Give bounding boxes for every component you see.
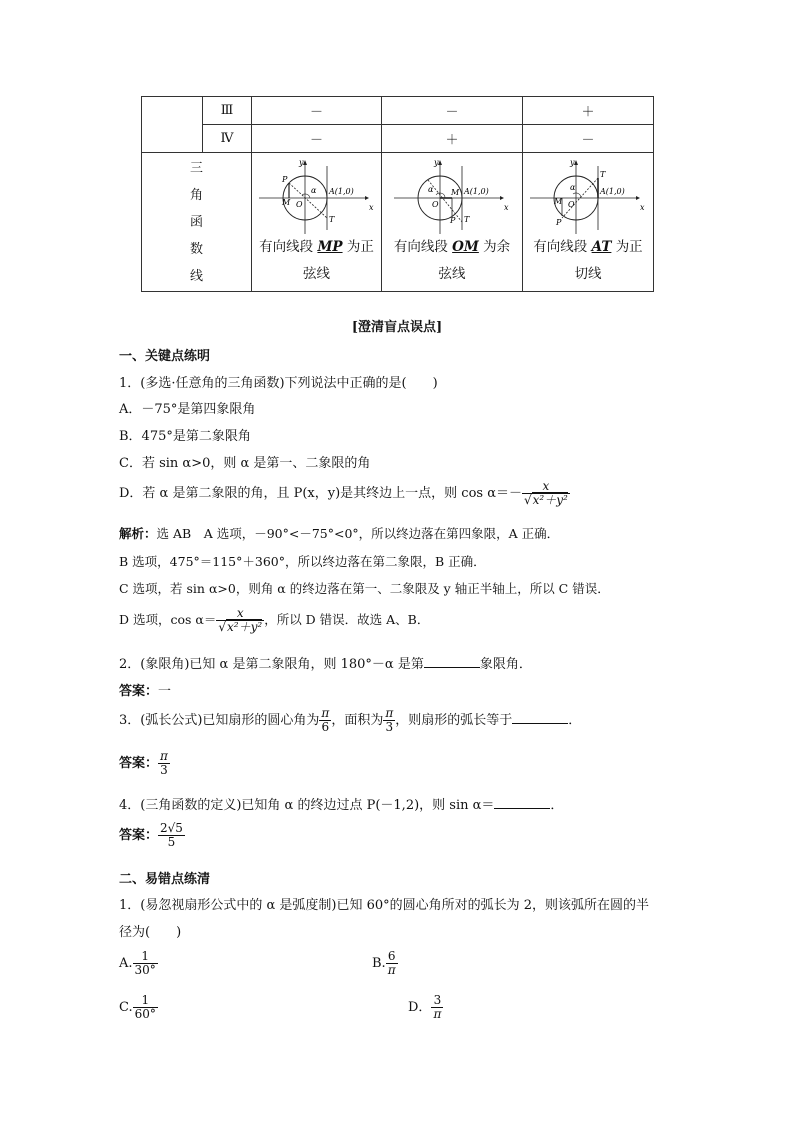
answer-blank (494, 796, 550, 809)
stem-text: ，面积为 (331, 713, 384, 728)
option-label: D． (408, 1000, 432, 1015)
stem-text: ． (568, 713, 582, 728)
solution-text: D 选项，cos α＝ (119, 612, 217, 627)
part1-title: 一、关键点练明 (119, 349, 211, 364)
fraction-denominator: 3 (160, 763, 168, 777)
answer-fraction (158, 750, 170, 777)
q1-d-fraction (522, 480, 570, 507)
q5-option-d (408, 994, 443, 1021)
fraction-numerator: π (321, 706, 330, 720)
fraction-denominator: 60° (134, 1007, 156, 1021)
label-y: y (298, 158, 304, 167)
answer-blank (424, 655, 480, 668)
label-alpha: α (570, 183, 576, 192)
x-arrow-icon (365, 196, 369, 200)
fraction-numerator: 1 (133, 950, 158, 964)
answer-label: 答案： (119, 684, 159, 699)
stem-text: ． (550, 798, 564, 813)
stem-text: 2．(象限角)已知 α 是第二象限角，则 180°－α 是第 (119, 657, 424, 672)
label-alpha: α (310, 186, 316, 195)
answer-value: 一 (158, 684, 172, 699)
header-char: 角 (189, 187, 203, 203)
option-label: A. (119, 956, 133, 971)
sign-cell: ＋ (523, 97, 654, 125)
label-T: T (600, 170, 606, 179)
y-arrow-icon (303, 160, 307, 165)
answer-fraction (158, 822, 185, 849)
label-A: A(1,0) (600, 187, 625, 196)
option-fraction (133, 994, 158, 1021)
label-A: A(1,0) (328, 187, 354, 196)
sign-table (141, 96, 654, 292)
solution-line-4 (119, 607, 429, 634)
fraction-denominator: 30° (134, 963, 156, 977)
header-char: 线 (189, 268, 203, 284)
label-P: P (281, 175, 287, 184)
sine-line-caption: 有向线段 MP 为正弦线 (259, 239, 374, 282)
radicand: x²＋y² (227, 620, 263, 634)
answer-label: 答案： (119, 756, 159, 771)
fraction-numerator: π (385, 706, 394, 720)
solution-text: ，所以 D 错误．故选 A、B． (264, 612, 430, 627)
table-row (142, 153, 654, 292)
tangent-line-diagram (526, 156, 650, 236)
label-A: A(1,0) (464, 187, 489, 196)
radicand: x²＋y² (532, 493, 568, 507)
label-P: P (450, 216, 456, 225)
table-row (142, 97, 654, 125)
option-label: C. (119, 1000, 133, 1015)
fraction-numerator: 6 (386, 950, 398, 964)
tangent-line-caption: 有向线段 AT 为正切线 (533, 239, 643, 282)
question-5-stem-line-2: 径为( ) (119, 925, 182, 940)
q5-option-b (372, 950, 398, 977)
q4-answer (119, 822, 185, 849)
table-row (142, 125, 654, 153)
option-fraction (386, 950, 398, 977)
fraction-denominator: π (433, 1007, 442, 1021)
angle-arc (573, 193, 581, 198)
cosine-line-caption: 有向线段 OM 为余弦线 (393, 239, 511, 282)
fraction-numerator: 1 (133, 994, 158, 1008)
question-4-stem (119, 794, 563, 813)
label-x: x (504, 203, 509, 212)
fraction-numerator: x (216, 607, 264, 621)
sign-cell: ＋ (382, 125, 523, 153)
label-T: T (464, 215, 470, 224)
header-char: 函 (189, 214, 203, 230)
label-M: M (281, 198, 290, 207)
q1-option-b: B．475°是第二象限角 (119, 429, 251, 444)
tangent-line-cell (523, 153, 654, 292)
fraction-denominator: 3 (385, 720, 394, 734)
cosine-line-diagram (390, 156, 514, 236)
solution-line-3: C 选项，若 sin α>0，则角 α 的终边落在第一、二象限及 y 轴正半轴上，所以 C 错误． (119, 581, 610, 596)
fraction-denominator: π (387, 963, 396, 977)
label-O: O (568, 200, 575, 209)
section-title: [澄清盲点误点] (351, 320, 443, 335)
question-1-stem: 1．(多选·任意角的三角函数)下列说法中正确的是( ) (119, 376, 438, 391)
answer-label: 答案： (119, 828, 159, 843)
y-arrow-icon (438, 160, 442, 165)
q1-option-d (119, 480, 570, 507)
option-label: B. (372, 956, 386, 971)
fraction-denominator: 5 (167, 835, 176, 849)
label-alpha: α (428, 185, 434, 194)
fraction-denominator: √x²＋y² (524, 493, 568, 507)
q1-option-a: A．－75°是第四象限角 (119, 402, 256, 417)
label-M: M (554, 197, 563, 206)
stem-text: ，则扇形的弧长等于 (395, 713, 513, 728)
label-O: O (432, 200, 439, 209)
fraction-denominator: √x²＋y² (218, 620, 263, 634)
fraction-numerator: x (522, 480, 570, 494)
q5-option-c (119, 994, 158, 1021)
label-y: y (570, 158, 575, 167)
stem-text: 象限角． (479, 657, 532, 672)
cosine-line-cell (382, 153, 523, 292)
header-char: 数 (189, 241, 203, 257)
header-char: 三 (189, 160, 203, 176)
stem-text: 3．(弧长公式)已知扇形的圆心角为 (119, 713, 320, 728)
label-T: T (328, 215, 334, 224)
fraction-numerator: 3 (431, 994, 443, 1008)
q1-d-text: D．若 α 是第二象限的角，且 P(x，y)是其终边上一点，则 cos α＝－ (119, 486, 522, 501)
quadrant-cell: Ⅳ (203, 125, 252, 153)
solution-text: 选 AB A 选项，－90°<－75°<0°，所以终边落在第四象限，A 正确． (156, 526, 560, 541)
quadrant-cell: Ⅲ (203, 97, 252, 125)
y-arrow-icon (574, 160, 578, 165)
blank-cell (142, 97, 203, 153)
label-x: x (368, 203, 374, 212)
sign-cell: － (382, 97, 523, 125)
sine-line-diagram (255, 156, 379, 236)
fraction (383, 707, 395, 734)
label-M: M (451, 188, 460, 197)
q1-option-c: C．若 sin α>0，则 α 是第一、二象限的角 (119, 456, 371, 471)
fraction (319, 707, 331, 734)
q3-answer (119, 750, 170, 777)
option-fraction (431, 994, 443, 1021)
q2-answer (119, 680, 171, 699)
question-3-stem (119, 707, 581, 734)
terminal-ray (289, 183, 327, 218)
label-y: y (434, 158, 439, 167)
x-arrow-icon (500, 196, 504, 200)
x-arrow-icon (636, 196, 640, 200)
label-O: O (295, 200, 303, 209)
fraction-numerator: π (160, 749, 168, 763)
sine-line-cell (252, 153, 382, 292)
fraction-numerator: 2√5 (160, 821, 183, 835)
q5-option-a (119, 950, 158, 977)
sign-cell: － (252, 125, 382, 153)
question-2-stem (119, 653, 532, 672)
sign-cell: － (523, 125, 654, 153)
fraction-denominator: 6 (321, 720, 330, 734)
question-5-stem-line-1: 1．(易忽视扇形公式中的 α 是弧度制)已知 60°的圆心角所对的弧长为 2，则该弧所在圆的半 (119, 898, 650, 913)
sign-cell: － (252, 97, 382, 125)
label-x: x (640, 203, 645, 212)
label-P: P (556, 218, 562, 227)
solution-label: 解析： (119, 526, 157, 541)
answer-blank (512, 711, 568, 724)
solution-line-1 (119, 524, 559, 542)
solution-line-2: B 选项，475°＝115°＋360°，所以终边落在第二象限，B 正确． (119, 554, 486, 569)
solution-fraction (216, 607, 264, 634)
part2-title: 二、易错点练清 (119, 872, 211, 887)
stem-text: 4．(三角函数的定义)已知角 α 的终边过点 P(－1,2)，则 sin α＝ (119, 798, 495, 813)
trig-lines-header (142, 153, 252, 292)
option-fraction (133, 950, 158, 977)
